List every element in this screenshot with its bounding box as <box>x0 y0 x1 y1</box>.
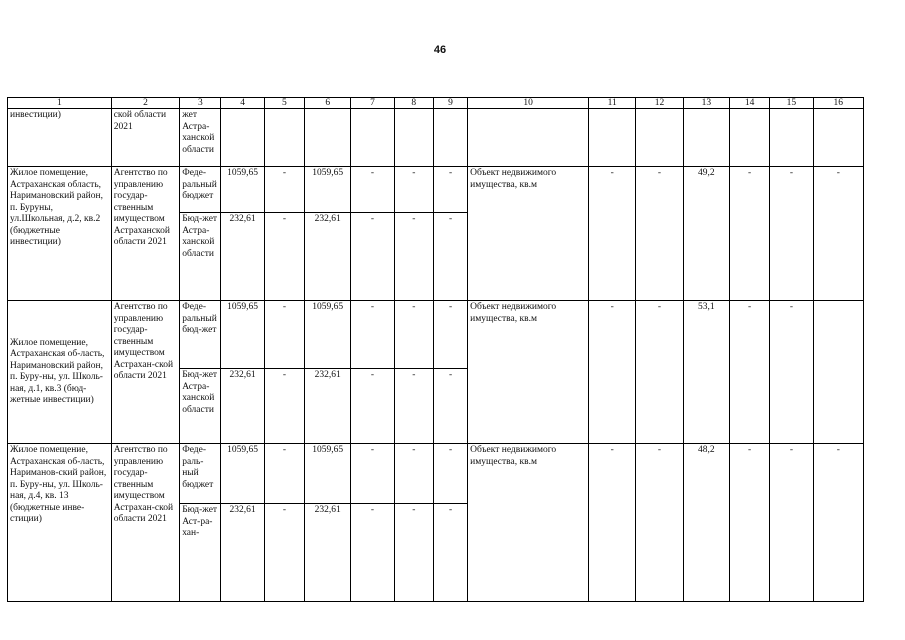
value-cell: - <box>264 213 304 301</box>
value-cell: - <box>264 444 304 504</box>
value-cell: - <box>433 444 467 504</box>
value-cell: 1059,65 <box>221 167 264 213</box>
value-cell: - <box>394 213 433 301</box>
value-cell: - <box>589 301 636 444</box>
value-cell: 1059,65 <box>221 301 264 369</box>
value-cell: 1059,65 <box>305 167 351 213</box>
indicator-cell: Объект недвижимого имущества, кв.м <box>468 167 589 301</box>
table-row <box>8 444 864 504</box>
object-name-cell: инвестиции) <box>8 109 112 167</box>
value-cell: - <box>636 444 683 602</box>
value-cell: 53,1 <box>683 301 729 444</box>
header-cell: 7 <box>351 98 394 109</box>
value-cell: - <box>770 444 813 602</box>
value-cell: 232,61 <box>221 504 264 602</box>
source-cell: жет Астра-ханской области <box>180 109 221 167</box>
value-cell: - <box>636 167 683 301</box>
value-cell <box>813 301 863 444</box>
value-cell: - <box>433 167 467 213</box>
header-cell: 9 <box>433 98 467 109</box>
table-row <box>8 109 864 167</box>
value-cell: - <box>394 301 433 369</box>
page-number: 46 <box>433 44 447 56</box>
header-cell: 1 <box>8 98 112 109</box>
object-name-cell: Жилое помещение, Астраханская область, Наримановский район, п. Буруны, ул.Школьная, д.2, кв.2 (бюджетные инвестиции) <box>8 167 112 301</box>
value-cell: - <box>394 369 433 444</box>
agency-cell: Агентство по управлению государ-ственным имуществом Астрахан-ской области 2021 <box>111 444 179 602</box>
source-cell: Феде-раль-ный бюджет <box>180 444 221 504</box>
object-name-cell: Жилое помещение, Астраханская об-ласть, Нариманов-ский район, п. Буру-ны, ул. Школь-ная, д.4, кв. 13 (бюджетные инве-стиции) <box>8 444 112 602</box>
value-cell: - <box>433 301 467 369</box>
value-cell: - <box>770 301 813 444</box>
data-table <box>7 97 864 602</box>
header-cell: 3 <box>180 98 221 109</box>
header-cell: 11 <box>589 98 636 109</box>
value-cell: - <box>729 167 769 301</box>
table-row <box>8 301 864 369</box>
value-cell: - <box>351 213 394 301</box>
header-cell: 14 <box>729 98 769 109</box>
value-cell: 232,61 <box>221 213 264 301</box>
value-cell: - <box>264 504 304 602</box>
value-cell: 49,2 <box>683 167 729 301</box>
source-cell: Бюд-жет Астра-ханской области <box>180 213 221 301</box>
object-name-cell: Жилое помещение, Астраханская об-ласть, Наримановский район, п. Буру-ны, ул. Школь-ная, д.1, кв.3 (бюд-жетные инвестиции) <box>8 301 112 444</box>
source-cell: Бюд-жет Аст-ра-хан- <box>180 504 221 602</box>
header-cell: 15 <box>770 98 813 109</box>
header-cell: 16 <box>813 98 863 109</box>
value-cell: - <box>589 444 636 602</box>
value-cell: - <box>394 504 433 602</box>
header-cell: 5 <box>264 98 304 109</box>
value-cell: - <box>264 369 304 444</box>
value-cell: - <box>264 167 304 213</box>
header-cell: 6 <box>305 98 351 109</box>
header-cell: 8 <box>394 98 433 109</box>
table-row <box>8 167 864 213</box>
value-cell: - <box>351 301 394 369</box>
value-cell: - <box>433 369 467 444</box>
header-row <box>8 98 864 109</box>
value-cell: - <box>394 167 433 213</box>
value-cell: - <box>264 301 304 369</box>
value-cell: - <box>813 167 863 301</box>
header-cell: 13 <box>683 98 729 109</box>
value-cell: - <box>351 167 394 213</box>
value-cell: 232,61 <box>221 369 264 444</box>
value-cell: 1059,65 <box>221 444 264 504</box>
value-cell: - <box>770 167 813 301</box>
header-cell: 12 <box>636 98 683 109</box>
value-cell: - <box>433 213 467 301</box>
value-cell: 232,61 <box>305 213 351 301</box>
header-cell: 10 <box>468 98 589 109</box>
value-cell: 232,61 <box>305 369 351 444</box>
agency-cell: Агентство по управлению государ-ственным имуществом Астрахан-ской области 2021 <box>111 301 179 444</box>
source-cell: Феде-ральный бюд-жет <box>180 301 221 369</box>
header-cell: 2 <box>111 98 179 109</box>
value-cell: - <box>351 444 394 504</box>
value-cell: 1059,65 <box>305 444 351 504</box>
value-cell: 48,2 <box>683 444 729 602</box>
agency-cell: ской области 2021 <box>111 109 179 167</box>
value-cell: - <box>433 504 467 602</box>
value-cell: 1059,65 <box>305 301 351 369</box>
value-cell: - <box>729 301 769 444</box>
agency-cell: Агентство по управлению государ-ственным имуществом Астраханской области 2021 <box>111 167 179 301</box>
value-cell: - <box>351 504 394 602</box>
indicator-cell: Объект недвижимого имущества, кв.м <box>468 301 589 444</box>
indicator-cell: Объект недвижимого имущества, кв.м <box>468 444 589 602</box>
value-cell: - <box>589 167 636 301</box>
source-cell: Бюд-жет Астра-ханской области <box>180 369 221 444</box>
header-cell: 4 <box>221 98 264 109</box>
value-cell: 232,61 <box>305 504 351 602</box>
value-cell: - <box>729 444 769 602</box>
value-cell: - <box>636 301 683 444</box>
value-cell: - <box>351 369 394 444</box>
value-cell: - <box>394 444 433 504</box>
source-cell: Феде-ральный бюджет <box>180 167 221 213</box>
value-cell: - <box>813 444 863 602</box>
